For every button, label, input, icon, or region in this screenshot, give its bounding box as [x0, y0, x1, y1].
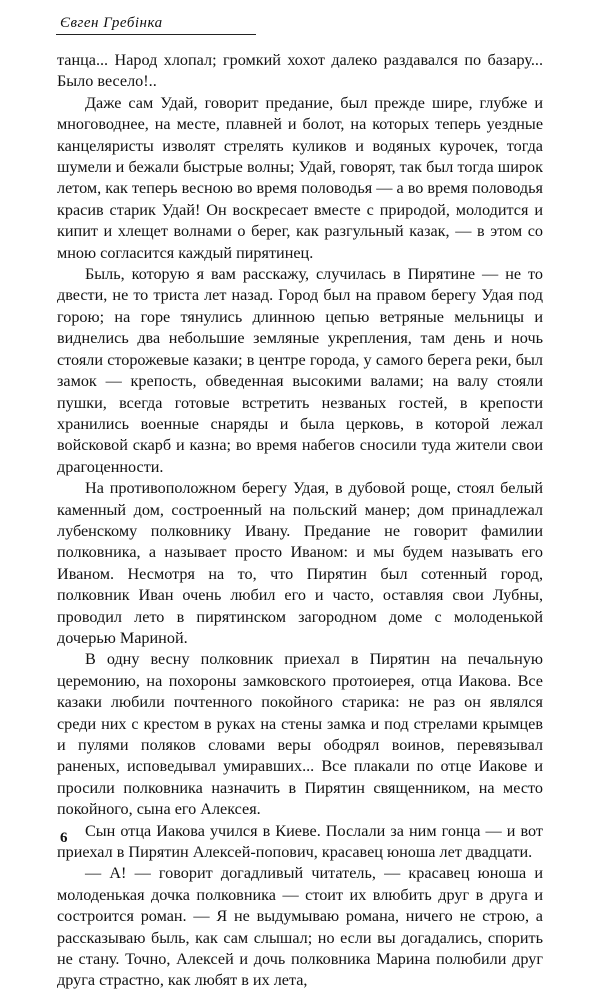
page-number: 6 — [60, 830, 68, 846]
paragraph: На противоположном берегу Удая, в дубовой роще, стоял белый каменный дом, состроенный на польский манер; дом принадлежал лубенскому полковнику Ивану. Предание не говорит фамилии полковника, а называет просто Иваном: и мы будем называть его Иваном. Несмотря на то, что Пирятин был сотенный город, полковник Иван очень любил его и часто, оставляя свои Лубны, проводил лето в пирятинском загородном доме с молоденькой дочерью Мариной. — [57, 479, 543, 647]
paragraph: Даже сам Удай, говорит предание, был прежде шире, глубже и многоводнее, на месте, плавней и болот, на которых теперь уездные канцеляристы изволят стрелять куликов и водяных курочек, тогда шумели и бежали быстрые волны; Удай, говорят, так был тогда широк летом, как теперь весною во время половодья — а во время половодья красив старик Удай! Он воскресает вместе с природой, молодится и кипит и хлещет волнами о берег, как разгульный казак, — в этом со мною согласится каждый пирятинец. — [57, 93, 543, 262]
running-header — [56, 14, 256, 35]
body-text — [57, 50, 543, 992]
paragraph: Сын отца Иакова учился в Киеве. Послали за ним гонца — и вот приехал в Пирятин Алексей-попович, красавец юноша лет двадцати. — [57, 821, 543, 862]
paragraph: Быль, которую я вам расскажу, случилась в Пирятине — не то двести, не то триста лет назад. Город был на правом берегу Удая под горою; на горе тянулись длинною цепью ветряные мельницы и виднелись два небольшие земляные укрепления, там день и ночь стояли сторожевые казаки; в центре города, у самого берега реки, был замок — крепость, обведенная высокими валами; на валу стояли пушки, всегда готовые встретить незваных гостей, в крепости хранились военные снаряды и была церковь, в которой лежал войсковой скарб и казна; во время набегов сносили туда жители свои драгоценности. — [57, 265, 543, 476]
paragraph: танца... Народ хлопал; громкий хохот далеко раздавался по базару... Было весело!.. — [57, 51, 543, 91]
paragraph: — А! — говорит догадливый читатель, — красавец юноша и молоденькая дочка полковника — стоит их влюбить друг в друга и состроится роман. — Я не выдумываю романа, ничего не строю, а рассказываю быль, как сам слышал; но если вы догадались, спорить не стану. Точно, Алексей и дочь полковника Марина полюбили друг друга страстно, как любят в их лета, — [57, 864, 543, 990]
header-author: Євген Гребінка — [60, 15, 163, 31]
paragraph: В одну весну полковник приехал в Пирятин на печальную церемонию, на похороны замковского протоиерея, отца Иакова. Все казаки любили почтенного покойного старика: не раз он являлся среди них с крестом в руках на стены замка и под стрелами крымцев и пулями поляков словами веры ободрял воинов, перевязывал раненых, исповедывал умиравших... Все плакали по отце Иакове и просили полковника назначить в Пирятин священником, на место покойного, сына его Алексея. — [57, 650, 543, 819]
